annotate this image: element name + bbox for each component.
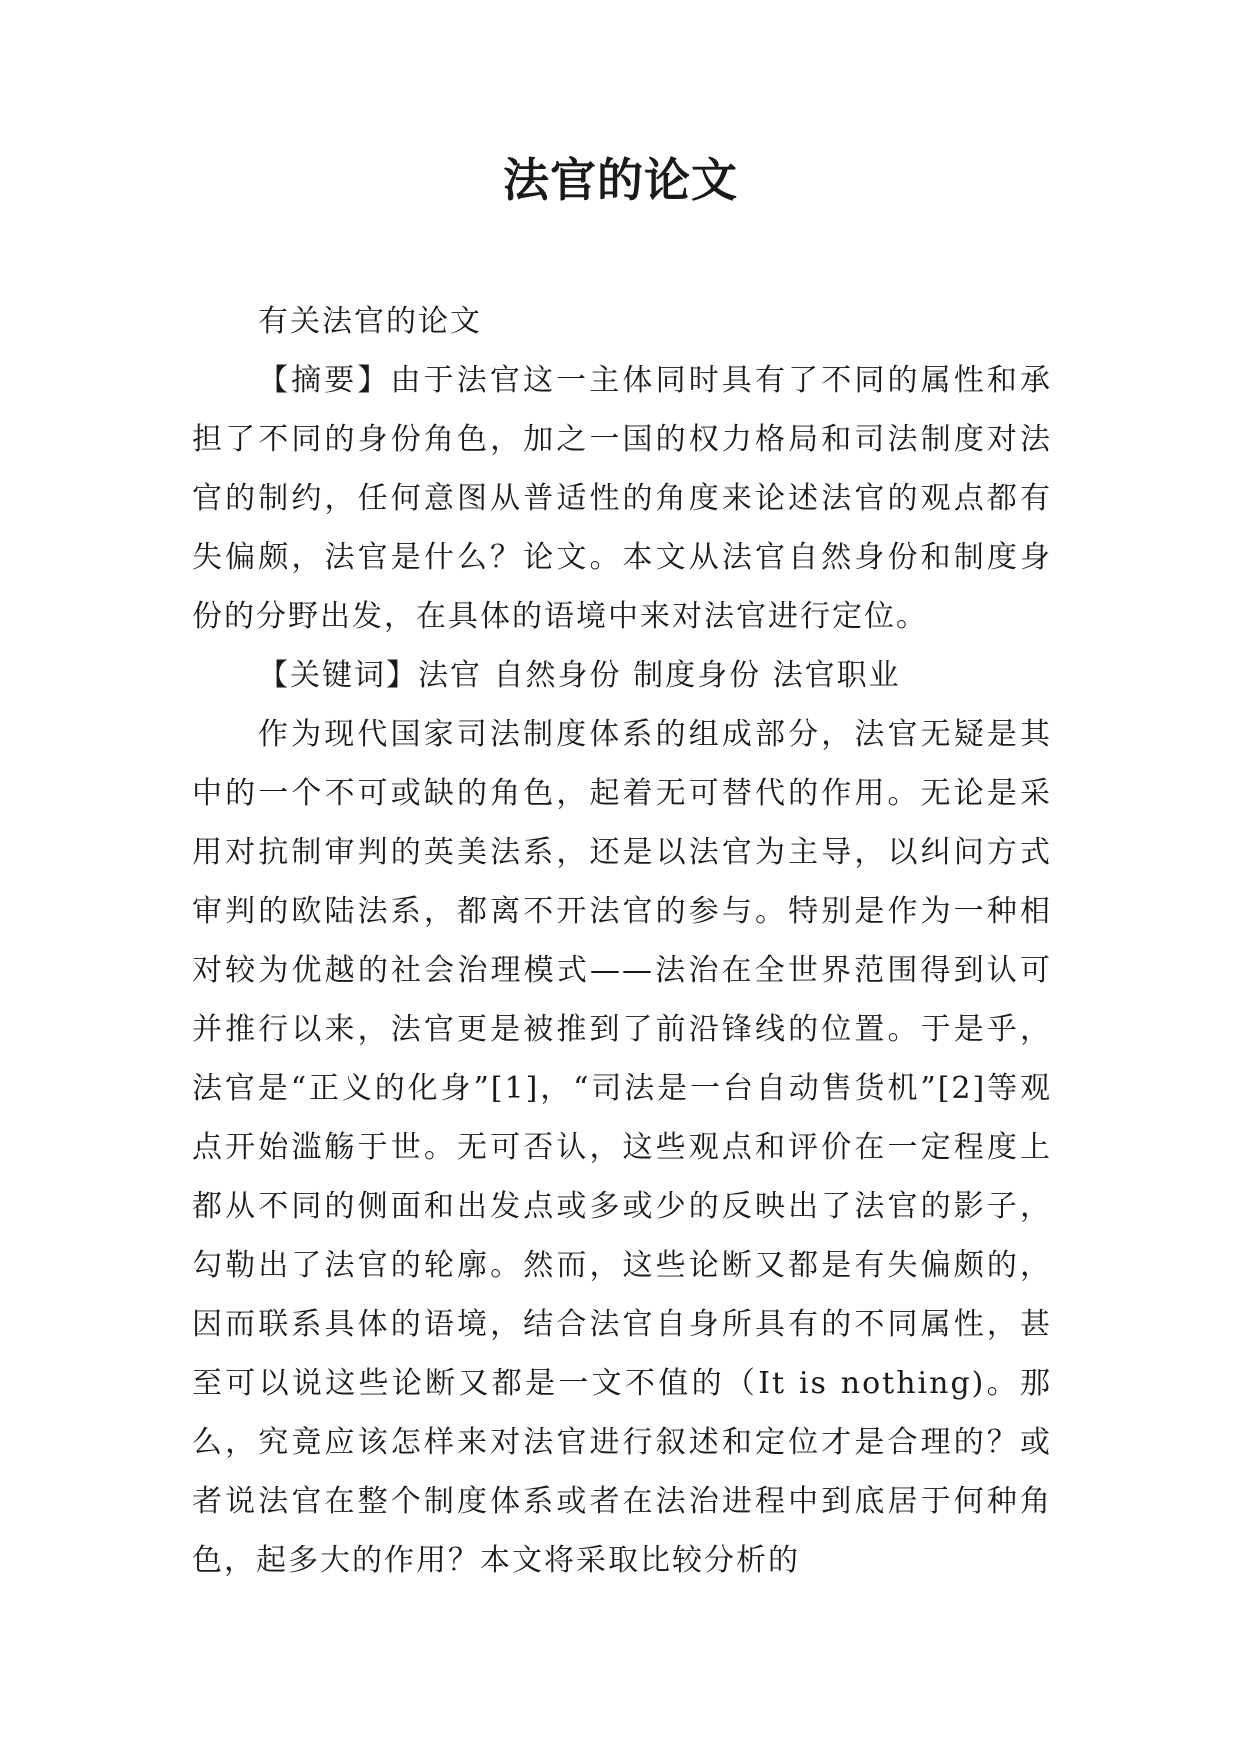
subtitle-paragraph: 有关法官的论文	[258, 304, 482, 339]
body-paragraph: 作为现代国家司法制度体系的组成部分，法官无疑是其中的一个不可或缺的角色，起着无可替代的作用。无论是采用对抗制审判的英美法系，还是以法官为主导，以纠问方式审判的欧陆法系，都离不开法官的参与。特别是作为一种相对较为优越的社会治理模式——法治在全世界范围得到认可并推行以来，法官更是被推到了前沿锋线的位置。于是乎，法官是“正义的化身”[1]，“司法是一台自动售货机”[2]等观点开始滥觞于世。无可否认，这些观点和评价在一定程度上都从不同的侧面和出发点或多或少的反映出了法官的影子，勾勒出了法官的轮廓。然而，这些论断又都是有失偏颇的，因而联系具体的语境，结合法官自身所具有的不同属性，甚至可以说这些论断又都是一文不值的（It is nothing)。那么，究竟应该怎样来对法官进行叙述和定位才是合理的？或者说法官在整个制度体系或者在法治进程中到底居于何种角色，起多大的作用？本文将采取比较分析的	[192, 717, 1052, 1578]
document-body	[192, 292, 1052, 1590]
abstract-paragraph: 【摘要】由于法官这一主体同时具有了不同的属性和承担了不同的身份角色，加之一国的权力格局和司法制度对法官的制约，任何意图从普适性的角度来论述法官的观点都有失偏颇，法官是什么？论文。本文从法官自然身份和制度身份的分野出发，在具体的语境中来对法官进行定位。	[192, 363, 1052, 634]
keywords-paragraph: 【关键词】法官 自然身份 制度身份 法官职业	[258, 658, 901, 693]
document-title: 法官的论文	[503, 153, 738, 207]
